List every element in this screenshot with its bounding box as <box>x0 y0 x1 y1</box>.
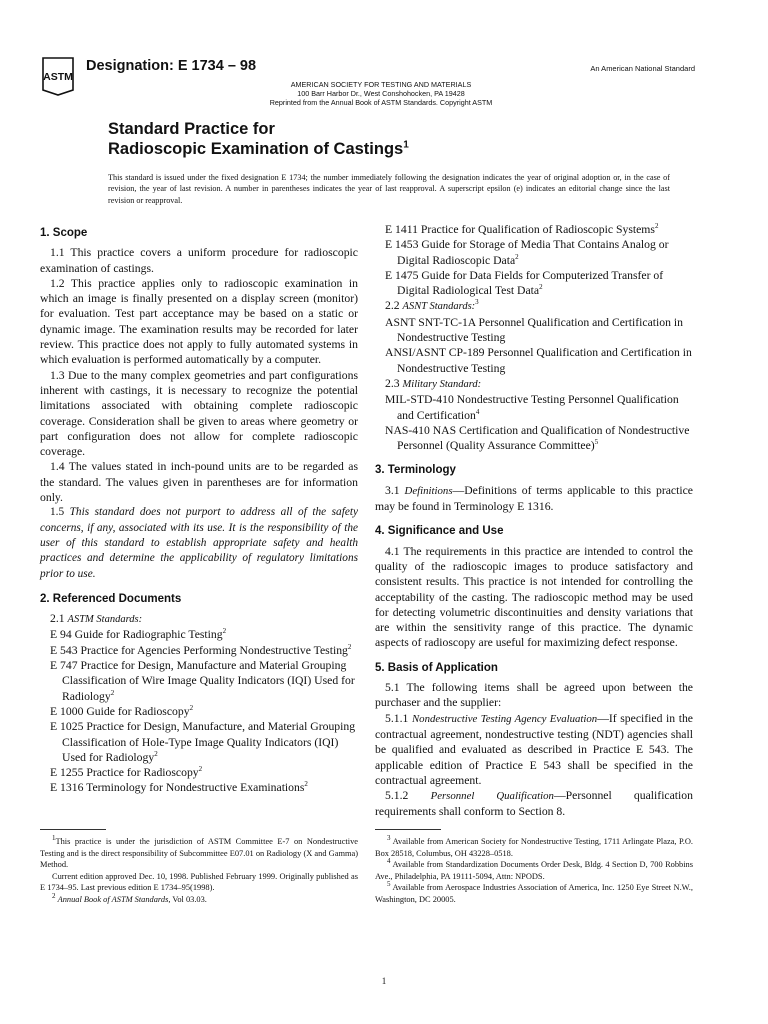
publisher-line: Reprinted from the Annual Book of ASTM Standards. Copyright ASTM <box>269 98 493 108</box>
right-column <box>375 222 693 820</box>
footnotes-right <box>375 836 693 906</box>
paragraph-5-1-2: 5.1.2 Personnel Qualification—Personnel qualification requirements shall conform to Section 8. <box>375 789 693 819</box>
footnote-3: $^3$ Available from American Society for Nondestructive Testing, 1711 Arlingate Plaza, P.O. Box 28518, Columbus, OH 43228–0518. <box>375 834 693 858</box>
astm-reference-list <box>50 627 358 795</box>
reference-item: NAS-410 NAS Certification and Qualification of Nondestructive Personnel (Quality Assurance Committee)$^5$ <box>385 423 690 453</box>
section-heading-scope: 1. Scope <box>40 227 88 239</box>
reference-item: E 1025 Practice for Design, Manufacture, and Material Grouping Classification of Hole-Type Image Quality Indicators (IQI) Used for Radiology$^2$ <box>50 720 356 764</box>
designation: Designation: E 1734 – 98 <box>86 58 257 74</box>
footnote-5: $^5$ Available from Aerospace Industries Association of America, Inc. 1250 Eye Street N.W., Washington, DC 20005. <box>375 880 693 904</box>
paragraph-1-5: 1.5 This standard does not purport to address all of the safety concerns, if any, associated with its use. It is the responsibility of the user of this standard to establish appropriate safety and health practices and determine the applicability of regulatory limitations prior to use. <box>40 506 358 580</box>
reference-item: E 1000 Guide for Radioscopy$^2$ <box>50 704 194 718</box>
asnt-standards-label: 2.2 ASNT Standards:$^3$ <box>385 298 479 313</box>
section-heading-significance: 4. Significance and Use <box>375 525 504 538</box>
left-column <box>40 226 358 796</box>
reference-item: E 1316 Terminology for Nondestructive Examinations$^2$ <box>50 780 308 795</box>
publisher-block <box>200 80 562 108</box>
reference-item: ANSI/ASNT CP-189 Personnel Qualification and Certification in Nondestructive Testing <box>385 346 692 375</box>
reference-item: E 1453 Guide for Storage of Media That Contains Analog or Digital Radioscopic Data$^2$ <box>385 238 669 267</box>
reference-item: E 1411 Practice for Qualification of Radioscopic Systems$^2$ <box>385 222 659 236</box>
page-number: 1 <box>381 976 387 986</box>
paragraph-1-4: 1.4 The values stated in inch-pound units are to be regarded as the standard. The values given in parentheses are for information only. <box>40 460 358 505</box>
footnote-1: $^1$This practice is under the jurisdiction of ASTM Committee E-7 on Nondestructive Testing and is the direct responsibility of Subcommittee E07.01 on Radiology (X and Gamma) Method. <box>40 834 358 870</box>
reference-item: E 747 Practice for Design, Manufacture and Material Grouping Classification of Wire Image Quality Indicators (IQI) Used for Radiology$^2$ <box>50 659 355 703</box>
military-standard-label: 2.3 Military Standard: <box>385 376 482 390</box>
paragraph-1-2: 1.2 This practice applies only to radioscopic examination in which an image is finally presented on a display screen (monitor) for evaluation. Test part acceptance may be based on a static or dynamic image. The examination results may be recorded for later review. This practice does not apply to fully automated systems in which evaluation is performed automatically by a computer. <box>40 276 358 367</box>
publisher-line: AMERICAN SOCIETY FOR TESTING AND MATERIALS <box>290 80 472 89</box>
section-heading-terminology: 3. Terminology <box>375 464 456 477</box>
issue-note: This standard is issued under the fixed designation E 1734; the number immediately following the designation indicates the year of original adoption or, in the case of revision, the year of last revision. A number in parentheses indicates the year of last reapproval. A superscript epsilon (e) indicates an editorial change since the last revision or reapproval. <box>108 173 670 205</box>
title-line-1: Standard Practice for <box>108 120 275 138</box>
paragraph-5-1: 5.1 The following items shall be agreed upon between the purchaser and the supplier: <box>375 681 693 710</box>
footnote-4: $^4$ Available from Standardization Documents Order Desk, Bldg. 4 Section D, 700 Robbins Ave., Philadelphia, PA 19111-5094, Attn: NPODS. <box>375 857 693 881</box>
document-title <box>108 119 409 159</box>
title-line-2: Radioscopic Examination of Castings$^1$ <box>108 139 409 158</box>
svg-text:ASTM: ASTM <box>43 71 73 83</box>
reference-item: E 1255 Practice for Radioscopy$^2$ <box>50 765 203 780</box>
paragraph-5-1-1: 5.1.1 Nondestructive Testing Agency Evaluation—If specified in the contractual agreement, nondestructive testing (NDT) agencies shall be qualified and evaluated as described in Practice E 543. The applicable edition of Practice E 543 shall be specified in the contractual agreement. <box>375 711 693 787</box>
reference-item: E 94 Guide for Radiographic Testing$^2$ <box>50 627 227 642</box>
section-heading-referenced: 2. Referenced Documents <box>40 592 182 605</box>
asnt-reference-list <box>385 315 693 376</box>
section-heading-basis: 5. Basis of Application <box>375 661 498 674</box>
title-footnote-mark: 1 <box>403 139 409 151</box>
military-reference-list <box>385 392 693 453</box>
reference-item: MIL-STD-410 Nondestructive Testing Personnel Qualification and Certification$^4$ <box>385 393 679 422</box>
footnote-1-approval: Current edition approved Dec. 10, 1998. Published February 1999. Originally published as E 1734–95. Last previous edition E 1734–95(1998). <box>40 871 358 893</box>
footnote-2: $^2$ Annual Book of ASTM Standards, Vol 03.03. <box>52 892 207 904</box>
reference-item: ASNT SNT-TC-1A Personnel Qualification and Certification in Nondestructive Testing <box>385 315 683 345</box>
reference-item: E 1475 Guide for Data Fields for Computerized Transfer of Digital Radiological Test Data$^2$ <box>385 268 664 298</box>
reference-item: E 543 Practice for Agencies Performing Nondestructive Testing$^2$ <box>50 642 352 657</box>
footnote-divider-right <box>375 829 441 830</box>
paragraph-4-1: 4.1 The requirements in this practice are intended to control the quality of the radioscopic images to produce satisfactory and consistent results. This practice is not intended for controlling the acceptability of the casting. The radioscopic method may be used for detecting volumetric discontinuities and density variations that are within the sensitivity range of this practice. The dynamic aspects of radioscopy are useful for maximizing defect response. <box>375 544 693 650</box>
paragraph-1-1: 1.1 This practice covers a uniform procedure for radioscopic examination of castings. <box>40 246 358 275</box>
footnote-divider-left <box>40 829 106 830</box>
paragraph-3-1: 3.1 Definitions—Definitions of terms applicable to this practice may be found in Terminology E 1316. <box>375 483 693 514</box>
publisher-line: 100 Barr Harbor Dr., West Conshohocken, PA 19428 <box>297 89 465 99</box>
national-standard-label: An American National Standard <box>590 64 695 73</box>
paragraph-1-3: 1.3 Due to the many complex geometries and part configurations inherent with castings, it is necessary to recognize the potential limitations associated with obtaining complete radioscopic coverage. Consideration shall be given to areas where geometry or part configuration does not allow for complete radioscopic coverage. <box>40 368 358 459</box>
footnotes-left <box>40 836 358 906</box>
astm-logo <box>40 52 76 96</box>
astm-standards-label: 2.1 ASTM Standards: <box>50 612 143 626</box>
astm-reference-list-continued <box>385 222 693 298</box>
